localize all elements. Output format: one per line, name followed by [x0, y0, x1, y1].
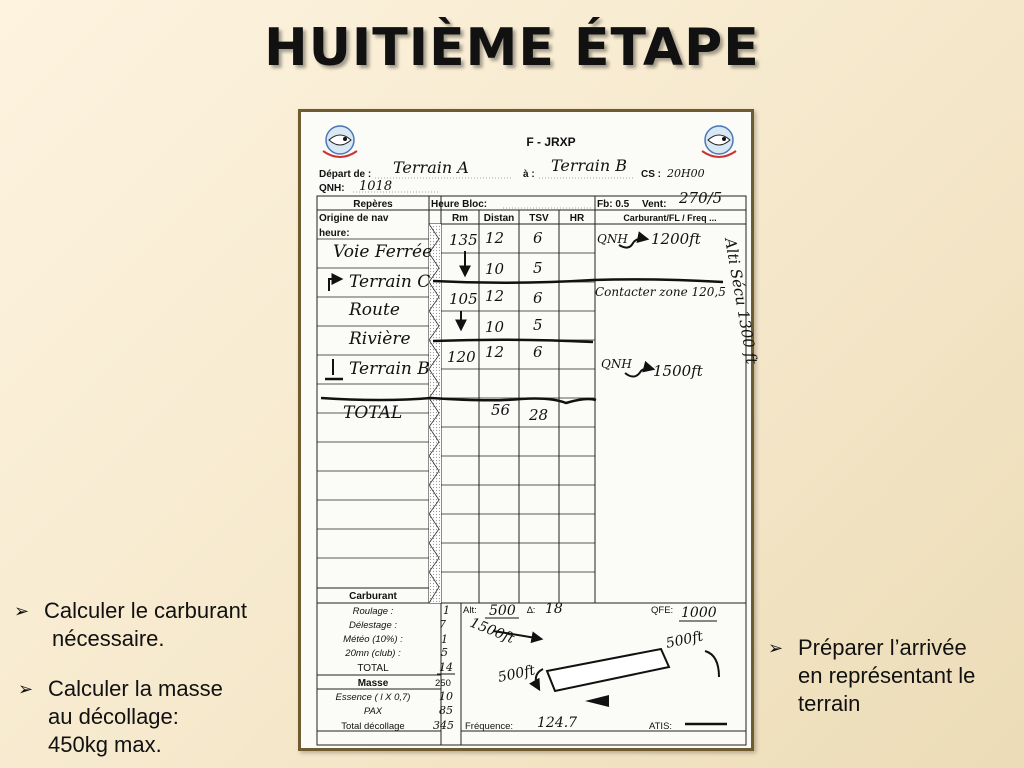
wind-direction-icon	[585, 695, 609, 707]
fuel-total-label: TOTAL	[357, 663, 389, 674]
circuit-line	[705, 651, 719, 677]
leg-2-dist: 10	[485, 260, 505, 278]
leg-1-dist: 12	[485, 229, 505, 247]
bullet-fuel	[14, 597, 304, 653]
qnh-remark-1: QNH	[597, 232, 628, 246]
altitude-1500: 1500ft	[653, 362, 703, 380]
fuel-total-value: 14	[439, 661, 453, 674]
mass-pax-value: 85	[439, 704, 453, 717]
mass-essence-value: 10	[439, 690, 453, 703]
mass-essence-label: Essence ( l X 0,7)	[335, 692, 411, 703]
fuel-roulage-value: 1	[443, 604, 450, 617]
fuel-title: Carburant	[349, 591, 397, 602]
rm-header: Rm	[451, 213, 469, 224]
waypoint-voie-ferree: Voie Ferrée	[333, 242, 433, 262]
depart-label: Départ de :	[319, 169, 372, 180]
cs-value: 20H00	[667, 167, 705, 180]
leg-4-tsv: 5	[533, 316, 543, 334]
fuel-delestage-label: Délestage :	[348, 620, 398, 631]
delta-value: 18	[545, 601, 563, 617]
alt-label: Alt:	[463, 605, 477, 616]
pattern-500ft-right: 500ft	[664, 628, 705, 652]
bullet-line: Préparer l’arrivée	[798, 635, 967, 660]
arrivee-value: Terrain B	[551, 156, 627, 175]
pattern-1500ft: 1500ft	[467, 614, 517, 648]
poisson-pilote-logo-left	[323, 126, 357, 157]
leg-5-rm: 120	[447, 348, 476, 366]
bullet-line: Calculer le carburant	[44, 598, 247, 623]
waypoint-route: Route	[349, 300, 400, 320]
bullet-line: en représentant le	[798, 663, 976, 688]
fb-label: Fb: 0.5	[597, 199, 630, 210]
waypoint-terrain-c: Terrain C	[349, 272, 431, 292]
fuel-roulage-label: Roulage :	[352, 606, 394, 617]
total-dist: 56	[491, 401, 511, 419]
fuel-20mn-label: 20mn (club) :	[345, 648, 401, 659]
total-tsv: 28	[529, 406, 549, 424]
mass-base-value: 250	[435, 678, 451, 689]
qnh-value: 1018	[359, 179, 393, 194]
leg-1-rm: 135	[449, 231, 478, 249]
pattern-500ft-left: 500ft	[496, 662, 537, 686]
bullet-arrow-icon: ➢	[14, 601, 30, 621]
depart-value: Terrain A	[393, 158, 469, 177]
fuel-meteo-label: Météo (10%) :	[343, 634, 403, 645]
alt-value: 500	[489, 603, 516, 619]
delta-label: ∆:	[527, 605, 536, 616]
tsv-header: TSV	[529, 213, 549, 224]
mass-title: Masse	[357, 678, 389, 689]
hr-header: HR	[569, 213, 585, 224]
total-label: TOTAL	[343, 403, 403, 423]
bullet-line: terrain	[798, 691, 861, 716]
qnh-label: QNH:	[319, 183, 345, 194]
cs-label: CS :	[641, 169, 661, 180]
qfe-label: QFE:	[651, 605, 674, 616]
mass-total-label: Total décollage	[341, 721, 405, 732]
aircraft-callsign: F - JRXP	[526, 135, 576, 149]
landing-arrow-icon	[325, 359, 343, 379]
bullet-line: au décollage:	[48, 704, 179, 729]
fuel-delestage-value: 7	[439, 618, 446, 631]
bullet-line: Calculer la masse	[48, 676, 223, 701]
qfe-value: 1000	[681, 605, 717, 621]
waypoint-terrain-b: Terrain B	[349, 359, 430, 379]
leg-3-dist: 12	[485, 287, 505, 305]
mass-pax-label: PAX	[363, 706, 383, 717]
bullet-arrow-icon: ➢	[18, 679, 34, 699]
leg-1-tsv: 6	[533, 229, 543, 247]
arrow-icon	[536, 669, 543, 689]
fuel-meteo-value: 1	[441, 633, 448, 646]
leg-3-tsv: 6	[533, 289, 543, 307]
bullet-line: nécessaire.	[52, 626, 165, 651]
frequency-label: Fréquence:	[465, 721, 514, 732]
frequency-value: 124.7	[537, 715, 578, 731]
waypoint-riviere: Rivière	[349, 329, 411, 349]
atis-label: ATIS:	[649, 721, 673, 732]
nav-log-drawing	[301, 112, 761, 748]
leg-2-tsv: 5	[533, 259, 543, 277]
distan-header: Distan	[483, 213, 515, 224]
arrivee-label: à :	[523, 169, 535, 180]
fuel-20mn-value: 5	[441, 646, 448, 659]
carburant-fl-header: Carburant/FL / Freq ...	[623, 213, 717, 223]
mass-total-value: 345	[433, 719, 454, 732]
turn-right-arrow-icon	[329, 279, 341, 291]
reperes-header: Repères	[353, 199, 393, 210]
heure-bloc-label: Heure Bloc:	[431, 199, 488, 210]
leg-5-tsv: 6	[533, 343, 543, 361]
alti-secu-note: Alti Sécu 1300 ft	[721, 236, 761, 366]
leg-5-dist: 12	[485, 343, 505, 361]
vent-value: 270/5	[679, 189, 723, 207]
contact-zone-remark: Contacter zone 120,5	[595, 285, 726, 299]
origine-label: Origine de nav	[319, 213, 389, 224]
qnh-remark-2: QNH	[601, 357, 632, 371]
vent-label: Vent:	[642, 199, 667, 210]
leg-3-rm: 105	[449, 290, 478, 308]
bullet-arrival	[768, 634, 1024, 718]
slide-title: HUITIÈME ÉTAPE	[264, 18, 760, 78]
leg-4-dist: 10	[485, 318, 505, 336]
heure-label: heure:	[319, 228, 350, 239]
altitude-1200: 1200ft	[651, 230, 701, 248]
nav-log-sheet	[298, 109, 761, 751]
runway-icon	[547, 649, 669, 691]
bullet-arrow-icon: ➢	[768, 638, 784, 658]
bullet-mass	[18, 675, 288, 759]
poisson-pilote-logo-right	[702, 126, 736, 157]
bullet-line: 450kg max.	[48, 732, 162, 757]
